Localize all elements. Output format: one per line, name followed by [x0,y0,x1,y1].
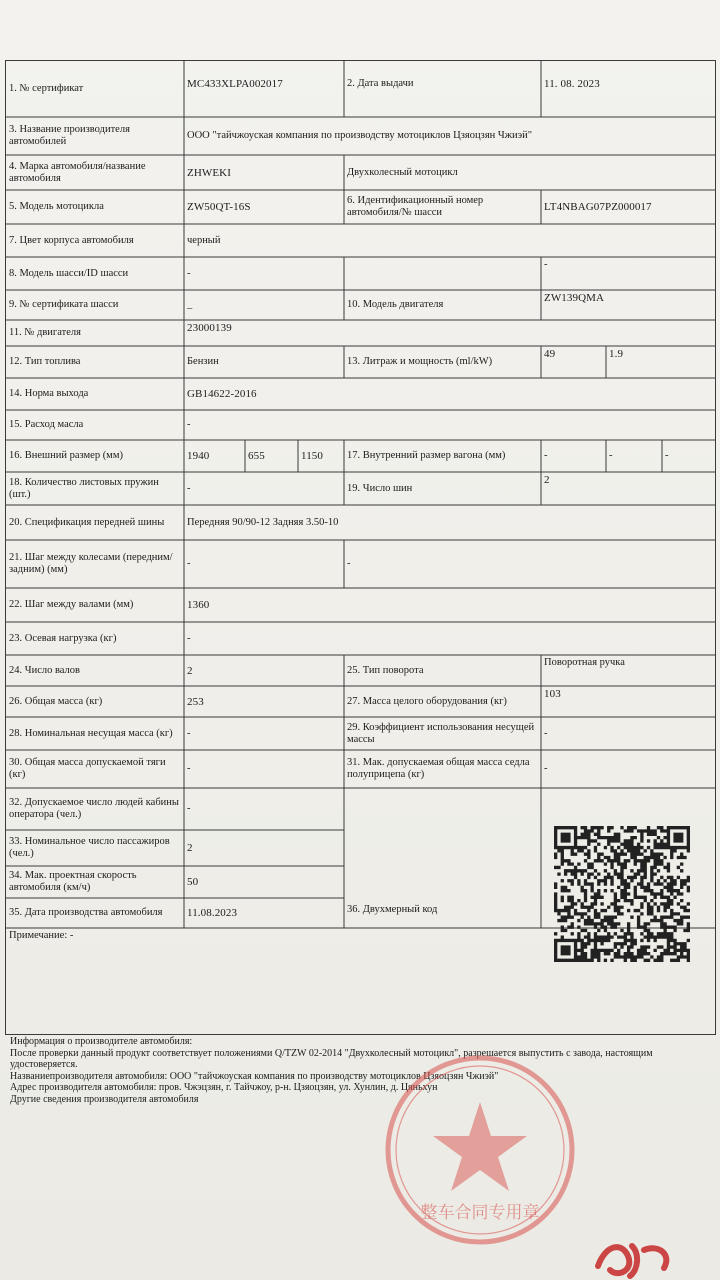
label-chassis-certificate: 9. № сертификата шасси [9,299,119,310]
info-other: Другие сведения производителя автомобиля [10,1093,199,1105]
value-manufacturer-name: ООО "тайчжоуская компания по производству мотоциклов Цзяоцзян Чжиэй" [187,130,533,141]
red-signature-mark-icon [588,1236,678,1280]
value-tire-spec: Передняя 90/90-12 Задняя 3.50-10 [187,516,339,528]
label-tire-count: 19. Число шин [347,482,413,494]
value-production-date: 11.08.2023 [187,907,238,919]
value-rear-track: - [347,558,351,569]
value-model: ZW50QT-16S [187,201,251,213]
value-tire-count: 2 [544,474,550,486]
value-chassis-model: - [187,267,191,279]
label-axle-load: 23. Осевая нагрузка (кг) [9,632,117,644]
value-leaf-springs: - [187,482,191,494]
info-conformity: После проверки данный продукт соответствует положениями Q/TZW 02-2014 "Двухколесный мотоцикл", разрешается выпустить с завода, настоящим удостоверяется. [10,1047,653,1071]
value-max-speed: 50 [187,876,199,888]
label-gross-mass: 26. Общая масса (кг) [9,695,103,707]
value-fuel-consumption: - [187,419,191,430]
label-leaf-springs: 18. Количество листовых пружин (шт.) [9,476,159,500]
value-vin: LT4NBAG07PZ000017 [544,201,652,213]
label-manufacturer-name: 3. Название производителя автомобилей [9,124,130,147]
label-vin: 6. Идентификационный номер автомобиля/№ шасси [347,195,484,218]
value-internal-width: - [609,450,613,461]
label-curb-mass: 27. Масса целого оборудования (кг) [347,695,507,707]
label-model: 5. Модель мотоцикла [9,201,104,212]
value-height: 1150 [301,450,323,462]
value-vehicle-type: Двухколесный мотоцикл [347,166,458,178]
value-rated-load: - [187,727,191,739]
value-load-utilization: - [544,727,548,739]
value-brand: ZHWEKI [187,166,231,179]
label-wheel-track: 21. Шаг между колесами (передним/задним) (мм) [9,552,173,575]
value-engine-model: ZW139QMA [544,292,605,304]
value-wheelbase: 1360 [187,599,210,611]
value-chassis-certificate: _ [187,299,193,310]
info-heading: Информация о производителе автомобиля: [10,1036,193,1047]
label-2d-code: 36. Двухмерный код [347,904,438,915]
company-seal-icon [380,1050,580,1250]
value-axle-load: - [187,632,191,644]
value-power: 1.9 [609,348,624,360]
value-front-track: - [187,558,191,569]
label-rated-load: 28. Номинальная несущая масса (кг) [9,727,173,739]
value-axle-count: 2 [187,664,193,677]
value-length: 1940 [187,450,210,462]
label-internal-size: 17. Внутренний размер вагона (мм) [347,450,506,461]
info-manufacturer-name: Названиепроизводителя автомобиля: ООО "тайчжоуская компания по производству мотоциклов Цзяоцзян Чжиэй" [10,1070,499,1082]
label-engine-model: 10. Модель двигателя [347,299,444,310]
label-external-size: 16. Внешний размер (мм) [9,450,123,461]
value-fuel-type: Бензин [187,356,219,367]
label-body-color: 7. Цвет корпуса автомобиля [9,234,134,246]
label-fuel-type: 12. Тип топлива [9,356,81,367]
label-production-date: 35. Дата производства автомобиля [9,907,163,918]
label-cab-occupants: 32. Допускаемое число людей кабины оператора (чел.) [9,797,179,820]
manufacturer-info [10,1036,716,1106]
value-internal-length: - [544,450,548,461]
qr-code-icon [553,826,691,962]
value-issue-date: 11. 08. 2023 [544,78,600,90]
value-semitrailer-mass: - [544,763,548,774]
info-manufacturer-address: Адрес производителя автомобиля: пров. Чжэцзян, г. Тайчжоу, р-н. Цзяоцзян, ул. Хунлин, д. Цяньхун [10,1082,438,1094]
label-displacement-power: 13. Литраж и мощность (ml/kW) [347,356,493,367]
label-chassis-model: 8. Модель шасси/ID шасси [9,267,129,279]
value-passengers: 2 [187,842,193,854]
label-emission-standard: 14. Норма выхода [9,388,89,399]
label-brand: 4. Марка автомобиля/название автомобиля [9,160,146,184]
value-engine-number: 23000139 [187,322,232,334]
value-steering-type: Поворотная ручка [544,657,625,668]
value-certificate-number: MC433XLPA002017 [187,78,283,90]
label-max-speed: 34. Мак. проектная скорость автомобиля (км/ч) [9,870,137,893]
value-body-color: черный [187,234,221,246]
label-tire-spec: 20. Спецификация передней шины [9,516,165,528]
seal-text: 整车合同专用章 [420,1203,540,1223]
label-steering-type: 25. Тип поворота [347,664,424,676]
value-cab-occupants: - [187,803,191,814]
value-curb-mass: 103 [544,688,561,700]
value-emission-standard: GB14622-2016 [187,388,257,400]
label-towing-mass: 30. Общая масса допускаемой тяги (кг) [9,757,166,780]
label-wheelbase: 22. Шаг между валами (мм) [9,599,134,610]
label-engine-number: 11. № двигателя [9,327,81,338]
note-label: Примечание: - [9,930,74,941]
label-issue-date: 2. Дата выдачи [347,78,414,89]
value-chassis-id: - [544,259,548,270]
value-towing-mass: - [187,763,191,774]
label-passengers: 33. Номинальное число пассажиров (чел.) [9,836,170,859]
value-gross-mass: 253 [187,695,204,708]
label-fuel-consumption: 15. Расход масла [9,419,84,430]
value-internal-height: - [665,450,669,461]
label-semitrailer-mass: 31. Мак. допускаемая общая масса седла полуприцепа (кг) [347,757,530,780]
value-width: 655 [248,450,265,462]
label-certificate-number: 1. № сертификат [9,83,84,94]
label-axle-count: 24. Число валов [9,664,80,676]
value-displacement: 49 [544,348,556,360]
label-load-utilization: 29. Коэффициент использования несущей массы [347,721,535,745]
